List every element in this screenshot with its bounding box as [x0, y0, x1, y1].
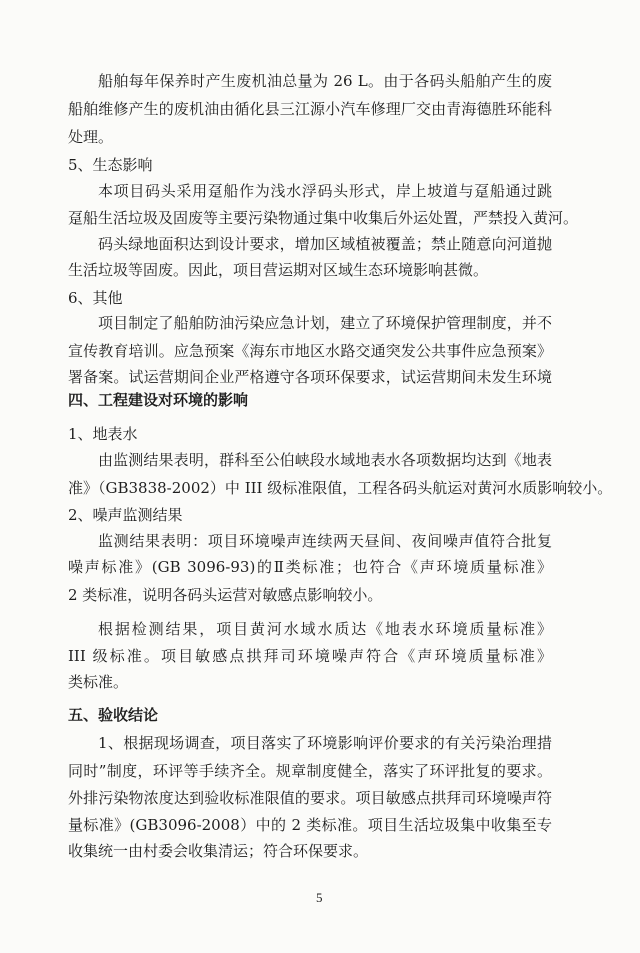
paragraph-line: 1、根据现场调查，项目落实了环境影响评价要求的有关污染治理措: [98, 734, 552, 752]
page-number: 5: [316, 890, 323, 905]
paragraph-line: 宣传教育培训。应急预案《海东市地区水路交通突发公共事件应急预案》: [68, 342, 552, 360]
chapter-heading: 五、验收结论: [68, 706, 159, 724]
paragraph-line: 船舶维修产生的废机油由循化县三江源小汽车修理厂交由青海德胜环能科: [68, 100, 552, 118]
section-heading: 1、地表水: [68, 425, 138, 443]
paragraph-line: 2 类标准，说明各码头运营对敏感点影响较小。: [68, 586, 383, 604]
paragraph-line: 项目制定了船舶防油污染应急计划，建立了环境保护管理制度，并不: [98, 314, 552, 332]
paragraph-line: 外排污染物浓度达到验收标准限值的要求。项目敏感点拱拜司环境噪声符: [68, 789, 552, 807]
paragraph-line: 噪声标准》(GB 3096-93)的Ⅱ类标准；也符合《声环境质量标准》: [68, 558, 552, 576]
paragraph-line: 根据检测结果，项目黄河水域水质达《地表水环境质量标准》: [98, 620, 552, 638]
paragraph-line: 署备案。试运营期间企业严格遵守各项环保要求，试运营期间未发生环境: [68, 368, 552, 386]
paragraph-line: 本项目码头采用趸船作为浅水浮码头形式，岸上坡道与趸船通过跳: [98, 182, 552, 200]
paragraph-line: 船舶每年保养时产生废机油总量为 26 L。由于各码头船舶产生的废: [98, 72, 552, 90]
paragraph-line: 码头绿地面积达到设计要求，增加区域植被覆盖；禁止随意向河道抛: [98, 235, 552, 253]
paragraph-line: 监测结果表明：项目环境噪声连续两天昼间、夜间噪声值符合批复: [98, 532, 552, 550]
section-heading: 2、噪声监测结果: [68, 506, 183, 524]
paragraph-line: 处理。: [68, 128, 114, 146]
paragraph-line: 量标准》(GB3096-2008）中的 2 类标准。项目生活垃圾集中收集至专: [68, 816, 552, 834]
section-heading: 5、生态影响: [68, 156, 153, 174]
paragraph-line: 类标准。: [68, 673, 129, 691]
section-heading: 6、其他: [68, 289, 123, 307]
paragraph-line: 由监测结果表明，群科至公伯峡段水域地表水各项数据均达到《地表: [98, 451, 552, 469]
paragraph-line: 同时”制度，环评等手续齐全。规章制度健全，落实了环评批复的要求。: [68, 762, 552, 780]
paragraph-line: 生活垃圾等固废。因此，项目营运期对区域生态环境影响甚微。: [68, 261, 489, 279]
paragraph-line: 趸船生活垃圾及固废等主要污染物通过集中收集后外运处置，严禁投入黄河。: [68, 209, 579, 227]
paragraph-line: III 级标准。项目敏感点拱拜司环境噪声符合《声环境质量标准》: [68, 647, 552, 665]
chapter-heading: 四、工程建设对环境的影响: [68, 391, 249, 409]
paragraph-line: 准》（GB3838-2002）中 III 级标准限值，工程各码头航运对黄河水质影响较小。: [68, 479, 613, 497]
paragraph-line: 收集统一由村委会收集清运；符合环保要求。: [68, 842, 369, 860]
